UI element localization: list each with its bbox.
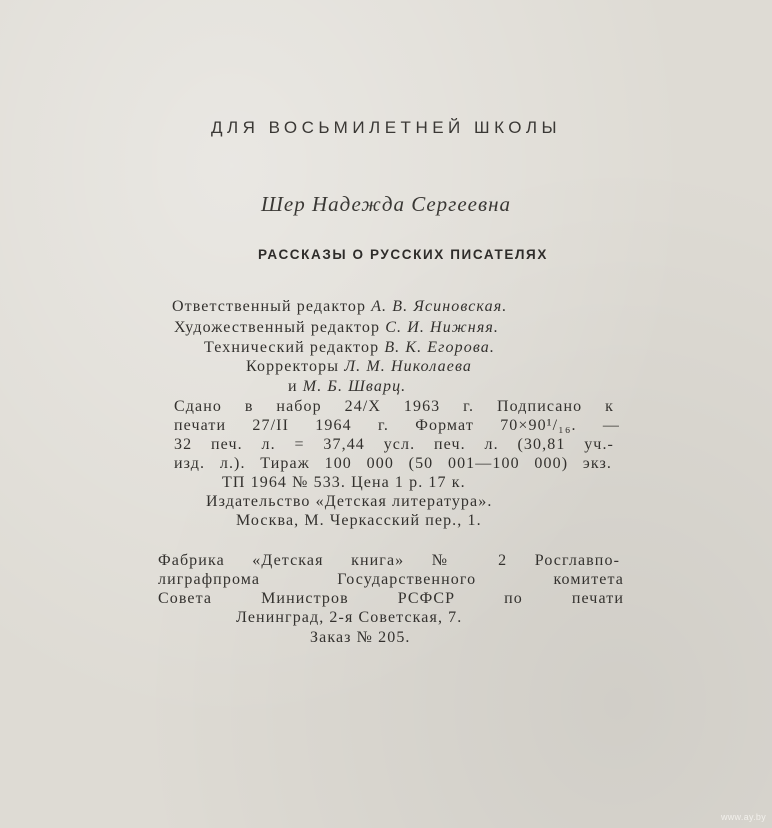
proofreaders-role: Корректоры — [246, 358, 340, 375]
proofreaders-name-1: Л. М. Николаева — [344, 358, 472, 375]
imprint-line-5: ТП 1964 № 533. Цена 1 р. 17 к. — [222, 474, 466, 491]
imprint-line-7: Москва, М. Черкасский пер., 1. — [236, 512, 482, 529]
proofreaders-line — [246, 358, 472, 376]
proofreaders-and: и — [288, 378, 298, 395]
factory-line-1: Фабрика «Детская книга» № 2 Росглавпо- — [158, 552, 620, 569]
imprint-line-2: печати 27/II 1964 г. Формат 70×90¹/₁₆. — — [174, 417, 620, 434]
factory-line-3: Совета Министров РСФСР по печати — [158, 590, 624, 607]
responsible-editor-name: А. В. Ясиновская. — [371, 298, 508, 315]
imprint-line-6: Издательство «Детская литература». — [206, 493, 493, 510]
tech-editor-role: Технический редактор — [204, 339, 380, 356]
tech-editor-name: В. К. Егорова. — [384, 339, 495, 356]
imprint-line-3: 32 печ. л. = 37,44 усл. печ. л. (30,81 уч.- — [174, 436, 614, 453]
art-editor-name: С. И. Нижняя. — [385, 319, 499, 336]
proofreaders-name-2: М. Б. Шварц. — [302, 378, 407, 395]
watermark: www.ay.by — [720, 812, 766, 822]
responsible-editor-line — [172, 298, 507, 316]
factory-line-2: лиграфпрома Государственного комитета — [158, 571, 624, 588]
tech-editor-line — [204, 339, 495, 357]
imprint-line-1: Сдано в набор 24/X 1963 г. Подписано к — [174, 398, 614, 415]
book-title: РАССКАЗЫ О РУССКИХ ПИСАТЕЛЯХ — [258, 247, 548, 262]
series-title: ДЛЯ ВОСЬМИЛЕТНЕЙ ШКОЛЫ — [210, 118, 562, 137]
responsible-editor-role: Ответственный редактор — [172, 298, 367, 315]
factory-line-4: Ленинград, 2-я Советская, 7. — [236, 609, 463, 626]
author-name: Шер Надежда Сергеевна — [260, 192, 512, 216]
proofreaders-line-2 — [288, 378, 406, 396]
factory-line-5: Заказ № 205. — [310, 629, 411, 646]
imprint-line-4: изд. л.). Тираж 100 000 (50 001—100 000) экз. — [174, 455, 612, 472]
art-editor-line — [174, 319, 499, 337]
art-editor-role: Художественный редактор — [174, 319, 381, 336]
